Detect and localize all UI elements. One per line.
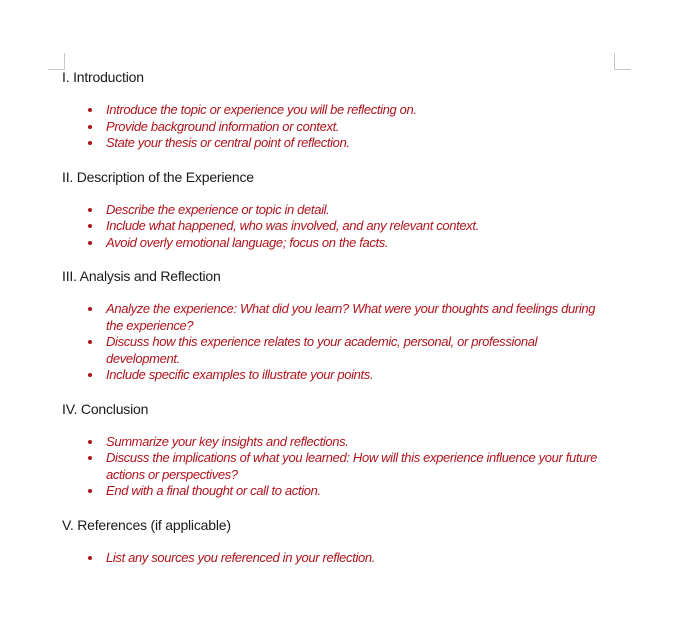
bullet-icon [88,307,92,311]
bullet-icon [88,108,92,112]
list-item [62,135,606,152]
bullet-list [62,102,622,152]
list-item [62,235,606,252]
list-item [62,202,606,219]
list-item-text: Provide background information or context. [106,118,340,134]
bullet-icon [88,456,92,460]
bullet-icon [88,141,92,145]
bullet-icon [88,489,92,493]
list-item-text: Summarize your key insights and reflections. [106,433,349,449]
list-item [62,102,606,119]
list-item-text: Discuss how this experience relates to your academic, personal, or professional development. [106,334,538,366]
list-item [62,367,606,384]
list-item [62,301,606,334]
list-item-text: State your thesis or central point of reflection. [106,135,350,150]
bullet-list [62,301,622,384]
list-item [62,334,606,367]
section-heading: II. Description of the Experience [62,168,254,185]
bullet-list [62,202,622,252]
bullet-icon [88,224,92,228]
list-item-text: Introduce the topic or experience you will be reflecting on. [106,102,417,117]
bullet-icon [88,440,92,444]
section-heading: I. Introduction [62,69,144,85]
bullet-icon [88,241,92,245]
list-item-text: Include specific examples to illustrate your points. [106,367,374,382]
bullet-list [62,434,622,500]
list-item-text: Discuss the implications of what you learned: How will this experience influence your future actions or perspectives? [106,450,597,482]
list-item [62,218,606,235]
list-item-text: End with a final thought or call to action. [106,483,321,498]
list-item-text: Describe the experience or topic in detail. [106,201,330,217]
document-body [62,68,622,582]
bullet-list [62,550,622,567]
list-item-text: Avoid overly emotional language; focus on the facts. [106,234,389,250]
bullet-icon [88,208,92,212]
section-references [62,516,622,567]
list-item [62,483,606,500]
bullet-icon [88,340,92,344]
section-description [62,168,622,252]
section-conclusion [62,400,622,500]
bullet-icon [88,556,92,560]
section-introduction [62,68,622,152]
list-item [62,550,606,567]
section-heading: V. References (if applicable) [62,516,231,533]
list-item-text: List any sources you referenced in your reflection. [106,549,376,565]
list-item [62,434,606,451]
list-item-text: Include what happened, who was involved, and any relevant context. [106,218,479,233]
section-analysis [62,267,622,384]
list-item [62,119,606,136]
list-item [62,450,606,483]
section-heading: III. Analysis and Reflection [62,268,221,284]
section-heading: IV. Conclusion [62,400,149,417]
bullet-icon [88,125,92,129]
list-item-text: Analyze the experience: What did you learn? What were your thoughts and feelings during the experience? [106,301,596,333]
bullet-icon [88,373,92,377]
